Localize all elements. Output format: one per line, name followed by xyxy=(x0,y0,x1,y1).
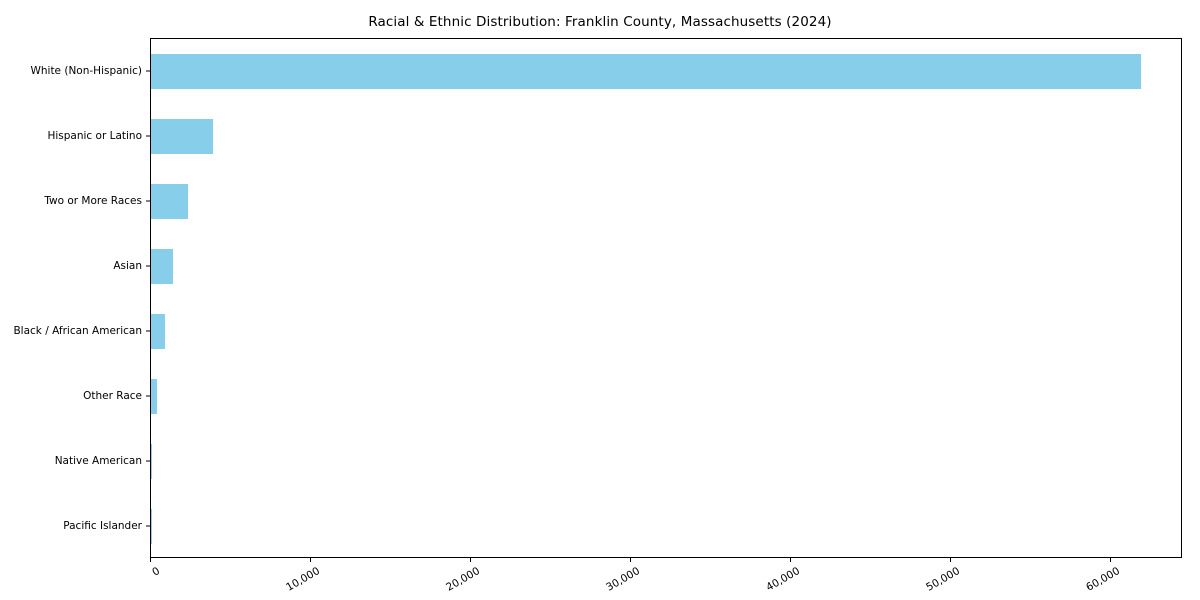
x-axis-tick-label: 60,000 xyxy=(1084,565,1122,594)
y-axis-tick-label: Two or More Races xyxy=(44,194,142,207)
plot-area xyxy=(150,38,1182,558)
y-axis-tick-label: Native American xyxy=(54,454,142,467)
x-axis-tick xyxy=(1110,558,1111,562)
x-axis-tick xyxy=(630,558,631,562)
y-axis-tick-label: White (Non-Hispanic) xyxy=(30,64,142,77)
x-axis-tick xyxy=(310,558,311,562)
x-axis-tick-label: 40,000 xyxy=(764,565,802,594)
bar-row xyxy=(151,314,1181,350)
bar xyxy=(151,184,188,220)
bar xyxy=(151,249,173,285)
bars-layer xyxy=(151,39,1181,557)
bar xyxy=(151,119,213,155)
x-axis xyxy=(150,558,1182,600)
bar xyxy=(151,54,1141,90)
bar-row xyxy=(151,119,1181,155)
y-axis-tick-label: Other Race xyxy=(83,389,142,402)
x-axis-tick-label: 30,000 xyxy=(604,565,642,594)
y-axis-tick-label: Asian xyxy=(113,259,142,272)
x-axis-tick-label: 10,000 xyxy=(284,565,322,594)
chart-title: Racial & Ethnic Distribution: Franklin County, Massachusetts (2024) xyxy=(368,14,832,30)
bar xyxy=(151,379,157,415)
y-axis xyxy=(0,38,150,558)
x-axis-tick xyxy=(790,558,791,562)
bar-row xyxy=(151,379,1181,415)
bar xyxy=(151,314,165,350)
y-axis-tick-label: Pacific Islander xyxy=(63,519,142,532)
y-axis-tick-label: Black / African American xyxy=(13,324,142,337)
bar-row xyxy=(151,249,1181,285)
x-axis-tick-label: 0 xyxy=(150,565,162,579)
bar-row xyxy=(151,54,1181,90)
bar-row xyxy=(151,444,1181,480)
bar-row xyxy=(151,509,1181,545)
x-axis-tick xyxy=(470,558,471,562)
y-axis-tick-label: Hispanic or Latino xyxy=(47,129,142,142)
x-axis-tick xyxy=(150,558,151,562)
x-axis-tick xyxy=(950,558,951,562)
bar xyxy=(151,444,152,480)
x-axis-tick-label: 20,000 xyxy=(444,565,482,594)
x-axis-tick-label: 50,000 xyxy=(924,565,962,594)
bar-row xyxy=(151,184,1181,220)
